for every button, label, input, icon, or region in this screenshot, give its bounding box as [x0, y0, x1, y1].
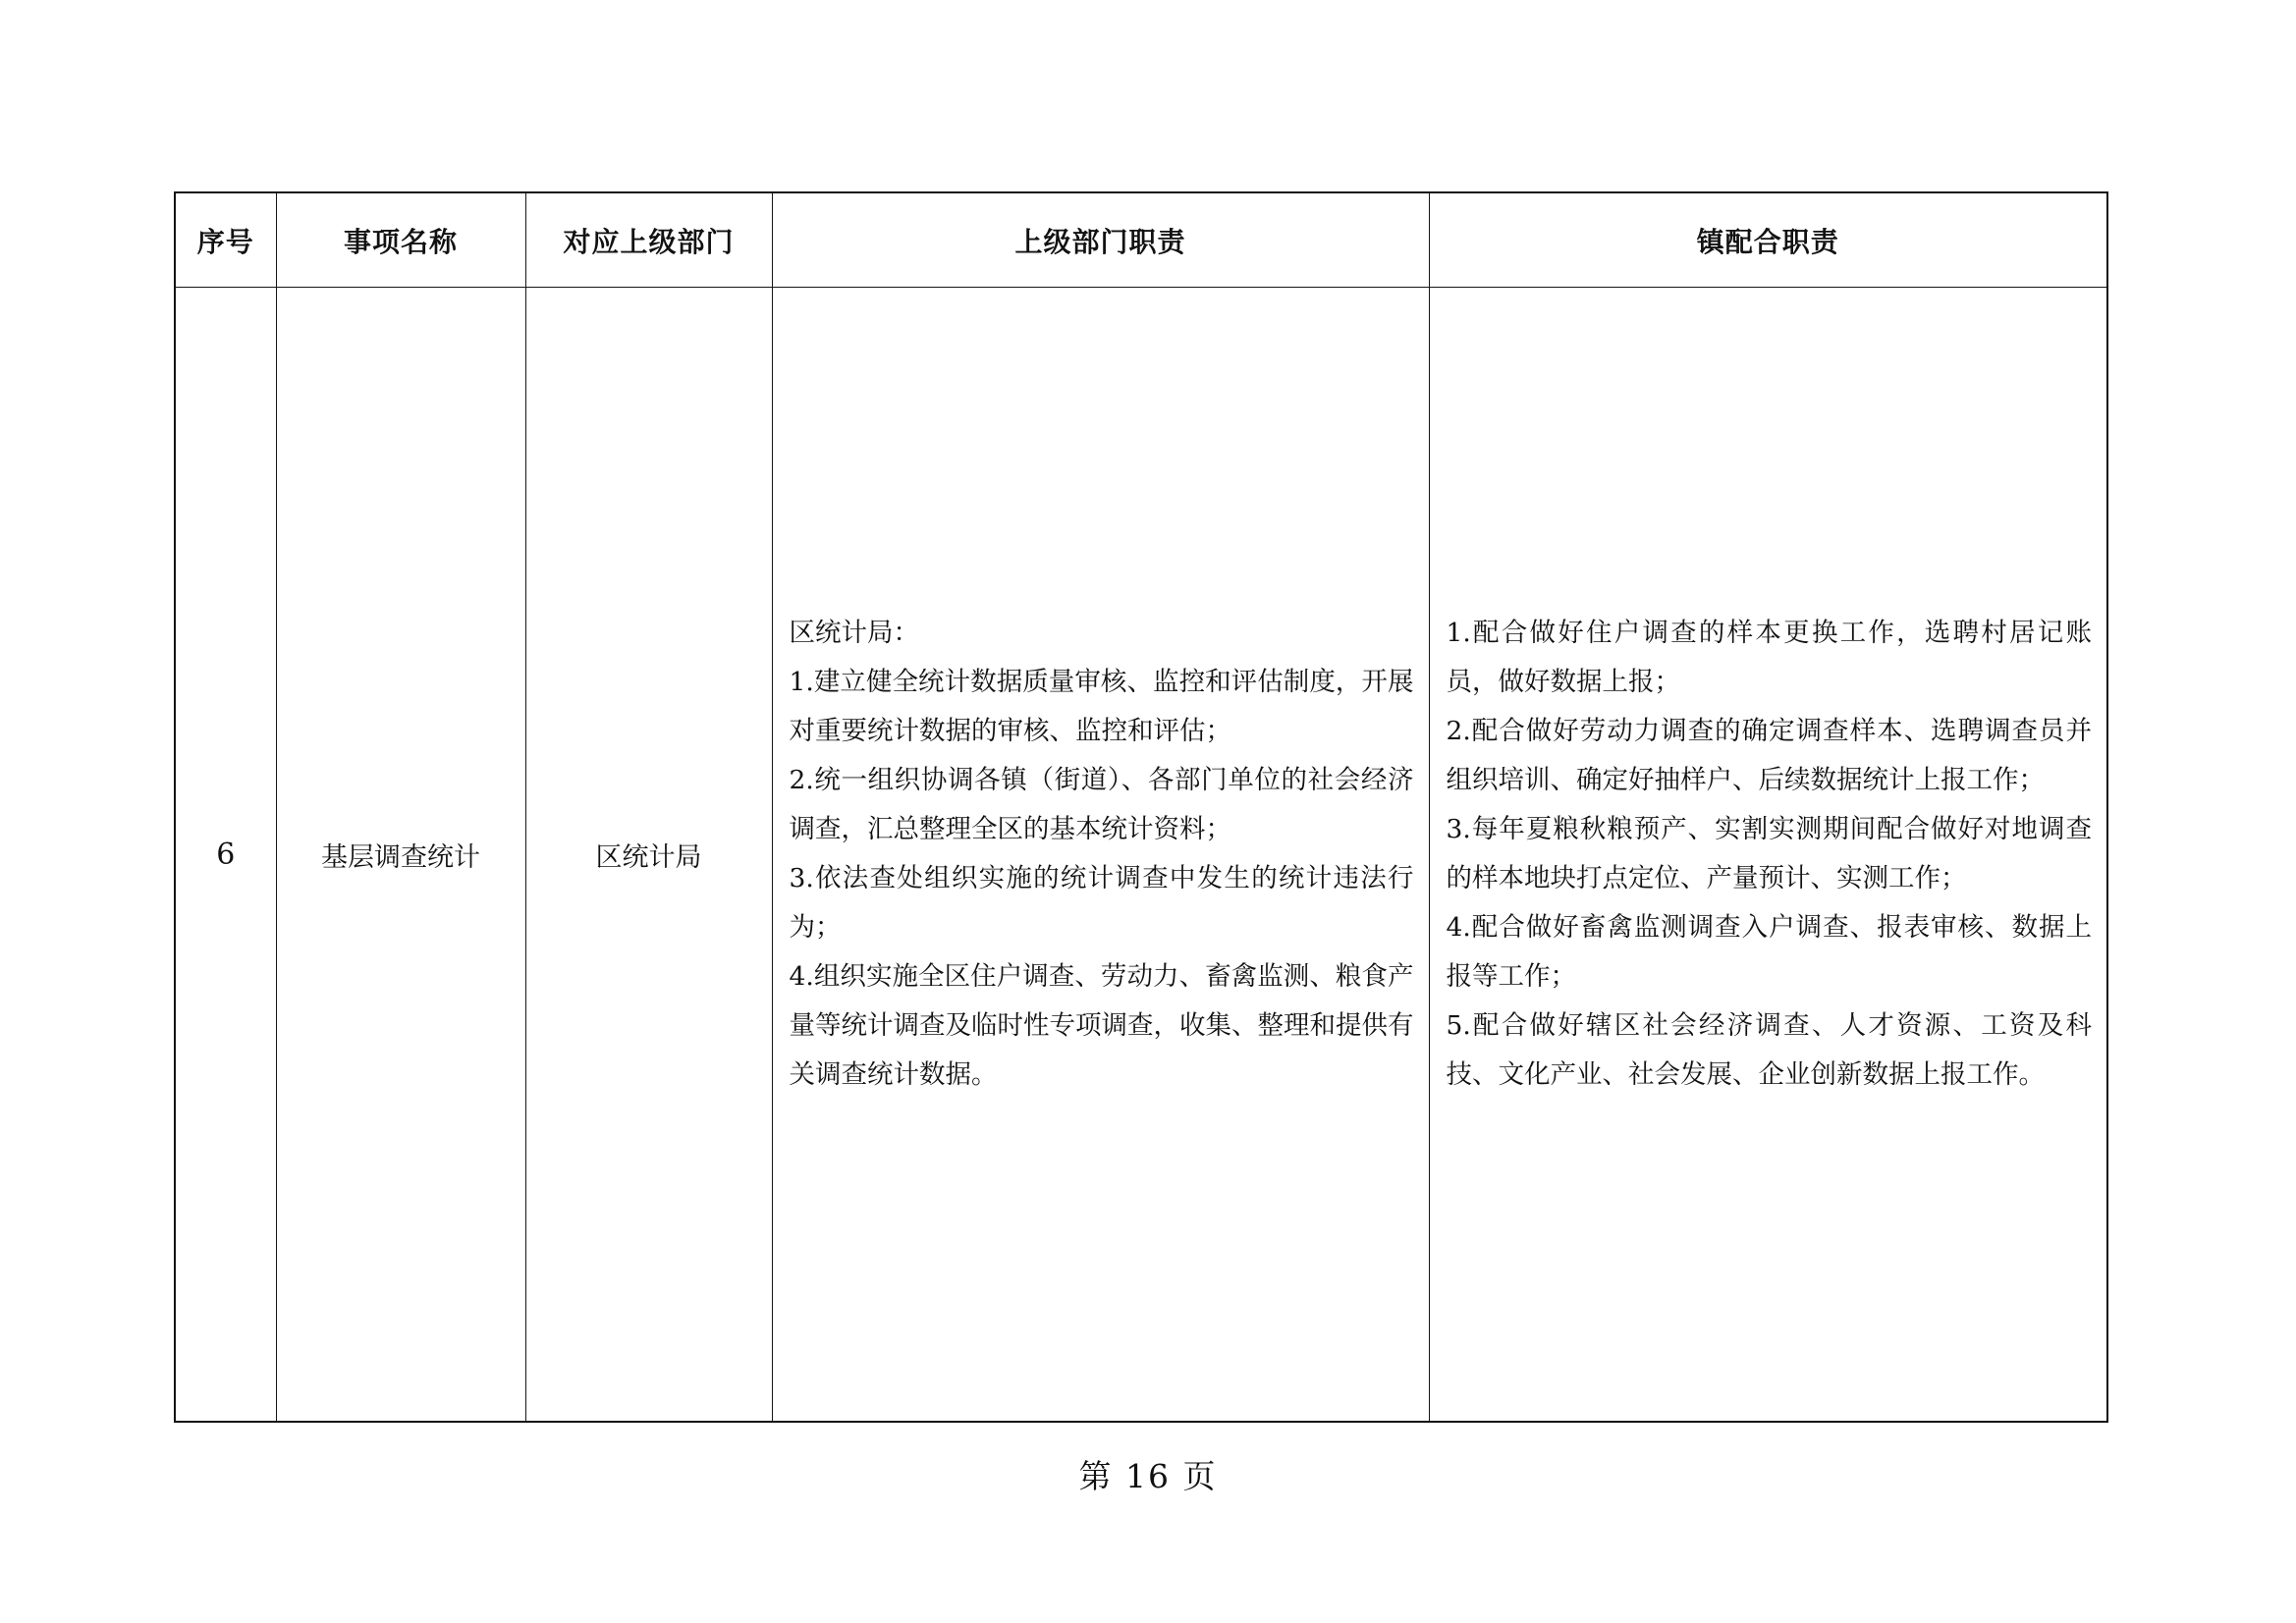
duty-paragraph: 3.每年夏粮秋粮预产、实割实测期间配合做好对地调查的样本地块打点定位、产量预计、实测工作； [1446, 814, 2092, 893]
header-town-duties: 镇配合职责 [1429, 192, 2107, 288]
header-item-name: 事项名称 [276, 192, 525, 288]
duty-paragraph: 5.配合做好辖区社会经济调查、人才资源、工资及科技、文化产业、社会发展、企业创新数据上报工作。 [1446, 1010, 2092, 1090]
cell-superior-department: 区统计局 [525, 288, 772, 1423]
duty-paragraph: 3.依法查处组织实施的统计调查中发生的统计违法行为； [789, 863, 1414, 943]
header-index: 序号 [175, 192, 276, 288]
page-number: 第 16 页 [1078, 1457, 1218, 1495]
cell-town-duties [1429, 288, 2107, 1423]
header-row [175, 192, 2107, 288]
duty-paragraph: 2.配合做好劳动力调查的确定调查样本、选聘调查员并组织培训、确定好抽样户、后续数据统计上报工作； [1446, 716, 2092, 795]
header-superior-duties: 上级部门职责 [772, 192, 1429, 288]
duty-paragraph: 1.配合做好住户调查的样本更换工作，选聘村居记账员，做好数据上报； [1446, 618, 2092, 697]
table-row [175, 288, 2107, 1423]
duty-paragraph: 4.组织实施全区住户调查、劳动力、畜禽监测、粮食产量等统计调查及临时性专项调查，收集、整理和提供有关调查统计数据。 [789, 961, 1414, 1090]
cell-row-index: 6 [175, 288, 276, 1423]
responsibility-table [174, 191, 2108, 1423]
duty-paragraph: 区统计局： [789, 618, 919, 648]
cell-item-name: 基层调查统计 [276, 288, 525, 1423]
duty-paragraph: 4.配合做好畜禽监测调查入户调查、报表审核、数据上报等工作； [1446, 912, 2092, 992]
duty-paragraph: 2.统一组织协调各镇（街道）、各部门单位的社会经济调查，汇总整理全区的基本统计资料； [789, 765, 1414, 844]
header-superior-department: 对应上级部门 [525, 192, 772, 288]
cell-superior-duties [772, 288, 1429, 1423]
duty-paragraph: 1.建立健全统计数据质量审核、监控和评估制度，开展对重要统计数据的审核、监控和评估； [789, 667, 1414, 746]
